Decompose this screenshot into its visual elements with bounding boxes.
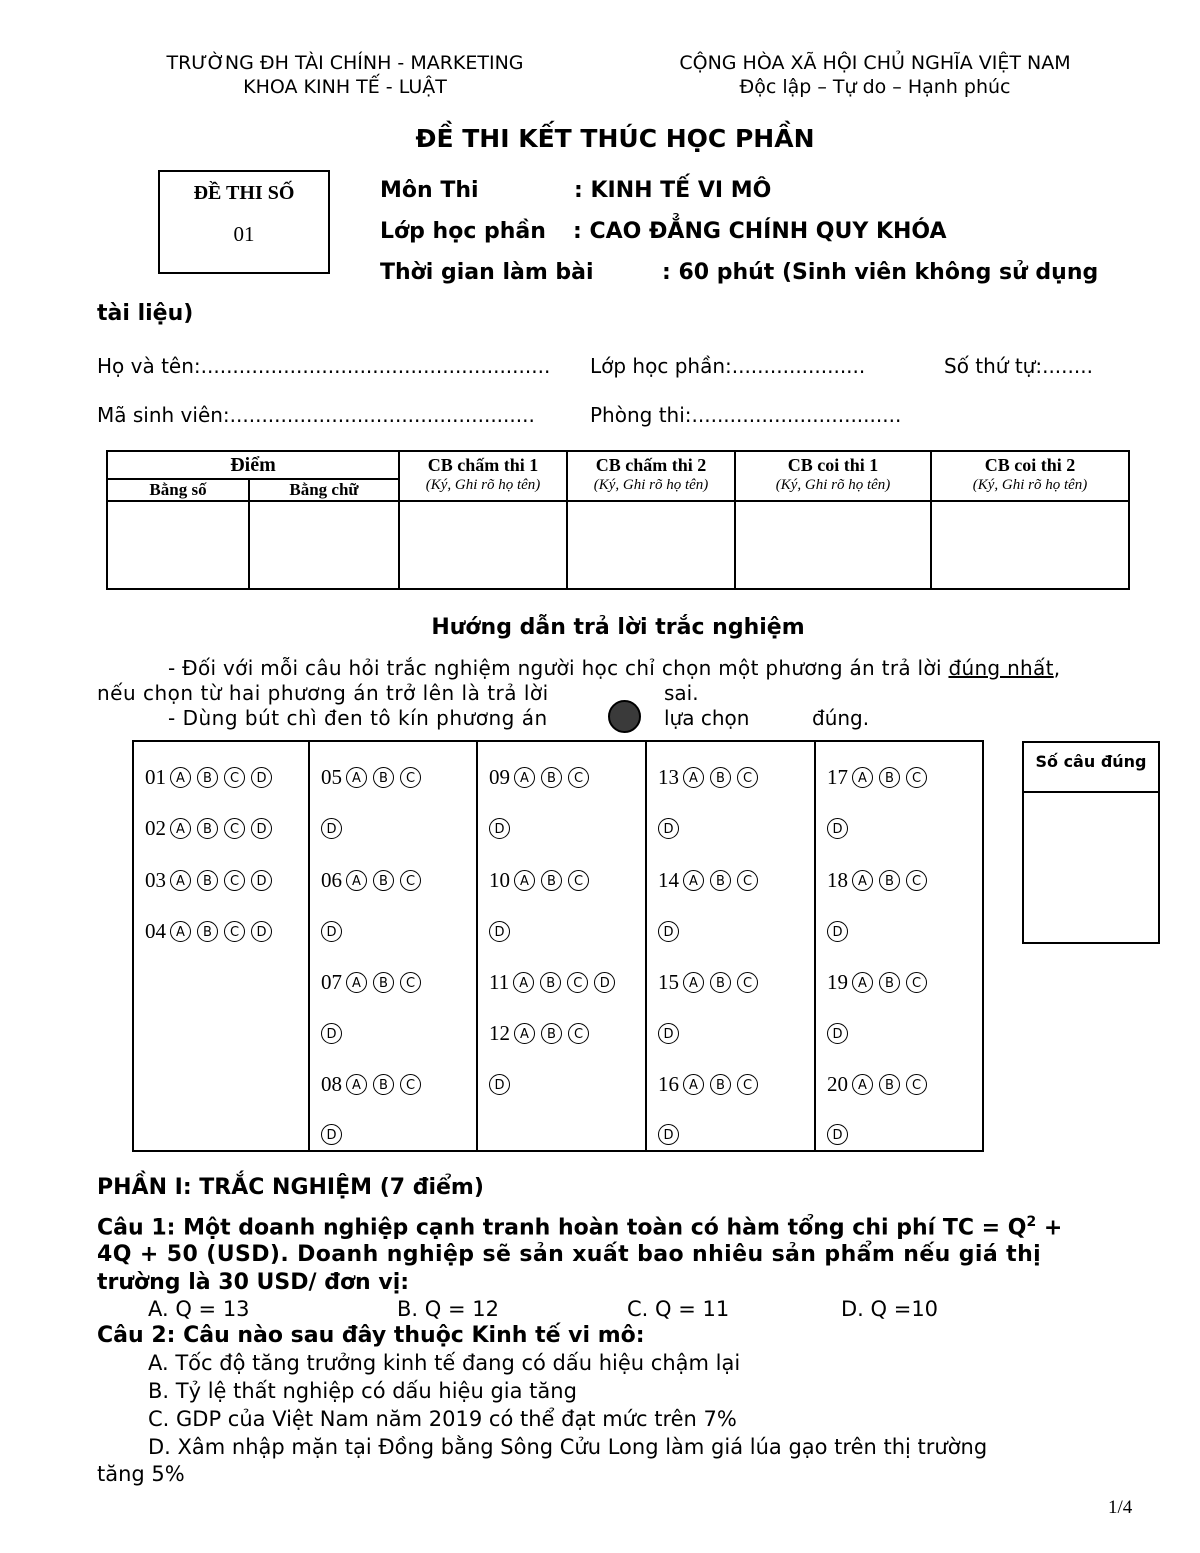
answer-row [658,968,764,995]
subject-label: Môn Thi [380,178,479,203]
proctor-1-sign-cell[interactable] [735,501,931,589]
proctor-1-sub: (Ký, Ghi rõ họ tên) [775,477,891,493]
answer-bubble-17-d[interactable]: D [827,818,848,839]
instruction-best-answer: đúng nhất [948,656,1054,680]
question-number: 08 [321,1071,342,1096]
answer-grid-divider [308,740,310,1152]
answer-bubble-20-a[interactable]: A [852,1074,873,1095]
score-number-cell[interactable] [107,501,249,589]
proctor-1-title: CB coi thi 1 [787,455,879,475]
question-number: 01 [145,764,166,789]
answer-row-wrap [321,917,348,942]
answer-bubble-17-b[interactable]: B [879,767,900,788]
question-1-line-1 [97,1214,1062,1240]
answer-bubble-04-d[interactable]: D [251,921,272,942]
answer-bubble-20-c[interactable]: C [906,1074,927,1095]
answer-bubble-14-d[interactable]: D [658,921,679,942]
answer-bubble-02-d[interactable]: D [251,818,272,839]
proctor-2-header [931,451,1129,501]
question-number: 09 [489,764,510,789]
answer-bubble-09-b[interactable]: B [541,767,562,788]
question-number: 16 [658,1071,679,1096]
answer-bubble-20-d[interactable]: D [827,1124,848,1145]
answer-row-wrap [321,1019,348,1044]
answer-bubble-05-b[interactable]: B [373,767,394,788]
question-number: 10 [489,867,510,892]
proctor-2-sign-cell[interactable] [931,501,1129,589]
time-value-cont: tài liệu) [97,301,194,326]
instruction-line-3-mid: lựa chọn [664,706,750,730]
answer-bubble-15-d[interactable]: D [658,1023,679,1044]
question-number: 03 [145,867,166,892]
exam-number-label: ĐỀ THI SỐ [193,182,295,204]
answer-bubble-17-c[interactable]: C [906,767,927,788]
grader-1-title: CB chấm thi 1 [427,455,539,475]
instruction-line-1-text: - Đối với mỗi câu hỏi trắc nghiệm người học chỉ chọn một phương án trả lời [168,656,949,680]
answer-row [145,814,278,841]
answer-bubble-07-c[interactable]: C [400,972,421,993]
answer-bubble-08-d[interactable]: D [321,1124,342,1145]
answer-bubble-16-c[interactable]: C [737,1074,758,1095]
time-label: Thời gian làm bài [380,260,594,285]
answer-grid-divider [814,740,816,1152]
answer-bubble-13-a[interactable]: A [683,767,704,788]
part1-title: PHẦN I: TRẮC NGHIỆM (7 điểm) [97,1175,484,1200]
answer-row [827,968,933,995]
answer-grid-divider [645,740,647,1152]
answer-row-wrap [658,917,685,942]
answer-bubble-02-b[interactable]: B [197,818,218,839]
answer-bubble-18-c[interactable]: C [906,870,927,891]
answer-bubble-07-a[interactable]: A [346,972,367,993]
answer-bubble-18-d[interactable]: D [827,921,848,942]
class-label: Lớp học phần [380,219,546,244]
proctor-2-title: CB coi thi 2 [984,455,1076,475]
answer-row-wrap [489,814,516,839]
motto: Độc lập – Tự do – Hạnh phúc [739,76,1011,98]
answer-row [489,968,621,995]
question-1-plus: + [1036,1215,1063,1241]
answer-bubble-16-a[interactable]: A [683,1074,704,1095]
answer-bubble-16-d[interactable]: D [658,1124,679,1145]
answer-grid-divider [476,740,478,1152]
answer-row [827,866,933,893]
answer-bubble-06-d[interactable]: D [321,921,342,942]
page-title: ĐỀ THI KẾT THÚC HỌC PHẦN [415,124,815,153]
question-number: 06 [321,867,342,892]
answer-bubble-01-c[interactable]: C [224,767,245,788]
answer-row [489,866,595,893]
question-number: 12 [489,1020,510,1045]
answer-bubble-18-a[interactable]: A [852,870,873,891]
question-1-option-c[interactable]: C. Q = 11 [627,1297,730,1321]
answer-row [145,866,278,893]
answer-bubble-19-d[interactable]: D [827,1023,848,1044]
answer-row [827,1070,933,1097]
question-1-line-2: 4Q + 50 (USD). Doanh nghiệp sẽ sản xuất bao nhiêu sản phẩm nếu giá thị [97,1242,1042,1267]
answer-row-wrap [489,1070,516,1095]
answer-row-wrap [658,814,685,839]
answer-bubble-12-b[interactable]: B [541,1023,562,1044]
correct-count-cell[interactable] [1024,793,1158,942]
grader-1-header [399,451,567,501]
student-id-field[interactable]: Mã sinh viên:................................................ [97,403,535,427]
answer-bubble-05-a[interactable]: A [346,767,367,788]
answer-row [321,1070,427,1097]
answer-bubble-13-b[interactable]: B [710,767,731,788]
answer-bubble-15-a[interactable]: A [683,972,704,993]
answer-row-wrap [321,1120,348,1145]
question-1-option-a[interactable]: A. Q = 13 [148,1297,250,1321]
answer-bubble-01-d[interactable]: D [251,767,272,788]
question-1-option-d[interactable]: D. Q =10 [841,1297,939,1321]
answer-bubble-20-b[interactable]: B [879,1074,900,1095]
correct-count-box [1022,741,1160,944]
instruction-line-2-end: sai. [664,681,699,705]
answer-bubble-03-b[interactable]: B [197,870,218,891]
answer-row-wrap [827,917,854,942]
answer-bubble-19-a[interactable]: A [852,972,873,993]
question-number: 13 [658,764,679,789]
question-2-option-c[interactable]: C. GDP của Việt Nam năm 2019 có thể đạt mức trên 7% [148,1407,737,1431]
answer-row [489,763,595,790]
instructions-title: Hướng dẫn trả lời trắc nghiệm [431,615,805,640]
question-number: 15 [658,969,679,994]
question-2-option-d[interactable]: D. Xâm nhập mặn tại Đồng bằng Sông Cửu Long làm giá lúa gạo trên thị trường [148,1435,988,1459]
grader-2-sign-cell[interactable] [567,501,735,589]
question-number: 17 [827,764,848,789]
answer-bubble-03-d[interactable]: D [251,870,272,891]
question-number: 02 [145,815,166,840]
instruction-line-1-end: , [1053,656,1061,680]
question-2-option-a[interactable]: A. Tốc độ tăng trưởng kinh tế đang có dấu hiệu chậm lại [148,1351,741,1375]
question-1-text: Câu 1: Một doanh nghiệp cạnh tranh hoàn toàn có hàm tổng chi phí TC = Q [97,1215,1027,1241]
answer-bubble-05-c[interactable]: C [400,767,421,788]
answer-bubble-15-c[interactable]: C [737,972,758,993]
grader-2-sub: (Ký, Ghi rõ họ tên) [593,477,709,493]
answer-row [658,763,764,790]
answer-bubble-09-a[interactable]: A [514,767,535,788]
score-words-cell[interactable] [249,501,399,589]
answer-bubble-13-d[interactable]: D [658,818,679,839]
question-number: 14 [658,867,679,892]
answer-bubble-04-c[interactable]: C [224,921,245,942]
correct-count-label: Số câu đúng [1035,752,1147,771]
answer-bubble-13-c[interactable]: C [737,767,758,788]
answer-row [658,1070,764,1097]
proctor-2-sub: (Ký, Ghi rõ họ tên) [972,477,1088,493]
answer-row [658,866,764,893]
question-number: 11 [489,969,510,994]
answer-bubble-06-b[interactable]: B [373,870,394,891]
grader-2-header [567,451,735,501]
answer-bubble-09-d[interactable]: D [489,818,510,839]
answer-bubble-11-d[interactable]: D [594,972,615,993]
question-number: 20 [827,1071,848,1096]
answer-bubble-08-c[interactable]: C [400,1074,421,1095]
class-field[interactable]: Lớp học phần:..................... [590,354,866,378]
answer-row-wrap [489,917,516,942]
answer-bubble-15-b[interactable]: B [710,972,731,993]
score-by-words-header: Bằng chữ [249,479,399,501]
proctor-1-header [735,451,931,501]
answer-bubble-04-a[interactable]: A [170,921,191,942]
answer-bubble-07-d[interactable]: D [321,1023,342,1044]
page-number: 1/4 [1108,1497,1133,1518]
answer-bubble-01-a[interactable]: A [170,767,191,788]
faculty-name: KHOA KINH TẾ - LUẬT [243,76,447,98]
answer-bubble-02-c[interactable]: C [224,818,245,839]
answer-bubble-09-c[interactable]: C [568,767,589,788]
answer-bubble-10-b[interactable]: B [541,870,562,891]
country-name: CỘNG HÒA XÃ HỘI CHỦ NGHĨA VIỆT NAM [679,52,1071,74]
instruction-line-1 [168,656,1060,680]
answer-bubble-07-b[interactable]: B [373,972,394,993]
question-2-option-d-cont: tăng 5% [97,1462,185,1486]
question-number: 04 [145,918,166,943]
answer-bubble-10-a[interactable]: A [514,870,535,891]
answer-bubble-11-a[interactable]: A [513,972,534,993]
question-number: 07 [321,969,342,994]
answer-bubble-11-b[interactable]: B [540,972,561,993]
score-header: Điểm [107,451,399,479]
answer-bubble-04-b[interactable]: B [197,921,218,942]
answer-bubble-10-d[interactable]: D [489,921,510,942]
question-number: 19 [827,969,848,994]
question-number: 05 [321,764,342,789]
question-number: 18 [827,867,848,892]
answer-bubble-19-c[interactable]: C [906,972,927,993]
answer-bubble-12-a[interactable]: A [514,1023,535,1044]
answer-row-wrap [827,1019,854,1044]
answer-row-wrap [827,1120,854,1145]
answer-bubble-11-c[interactable]: C [567,972,588,993]
time-value: : 60 phút (Sinh viên không sử dụng [662,260,1099,285]
grade-table [106,450,1130,590]
question-2-option-b[interactable]: B. Tỷ lệ thất nghiệp có dấu hiệu gia tăng [148,1379,577,1403]
answer-row [321,968,427,995]
filled-bubble-example-icon [608,700,641,733]
instruction-line-2: nếu chọn từ hai phương án trở lên là trả lời [97,681,549,705]
answer-bubble-01-b[interactable]: B [197,767,218,788]
exam-number-value: 01 [233,222,255,246]
grader-2-title: CB chấm thi 2 [595,455,707,475]
answer-bubble-08-b[interactable]: B [373,1074,394,1095]
answer-row [827,763,933,790]
score-by-number-header: Bằng số [107,479,249,501]
room-field[interactable]: Phòng thi:................................. [590,403,902,427]
instruction-line-3: - Dùng bút chì đen tô kín phương án [168,706,548,730]
grader-1-sign-cell[interactable] [399,501,567,589]
answer-row-wrap [321,814,348,839]
answer-bubble-19-b[interactable]: B [879,972,900,993]
question-2: Câu 2: Câu nào sau đây thuộc Kinh tế vi mô: [97,1323,645,1348]
answer-bubble-03-a[interactable]: A [170,870,191,891]
answer-row [145,917,278,944]
answer-bubble-05-d[interactable]: D [321,818,342,839]
grader-1-sub: (Ký, Ghi rõ họ tên) [425,477,541,493]
answer-row [489,1019,595,1046]
name-field[interactable]: Họ và tên:....................................................... [97,354,551,378]
instruction-line-3-end: đúng. [812,706,870,730]
answer-row-wrap [658,1120,685,1145]
answer-bubble-18-b[interactable]: B [879,870,900,891]
answer-bubble-14-b[interactable]: B [710,870,731,891]
answer-bubble-10-c[interactable]: C [568,870,589,891]
answer-bubble-12-d[interactable]: D [489,1074,510,1095]
answer-row-wrap [658,1019,685,1044]
subject-value: : KINH TẾ VI MÔ [574,178,772,203]
answer-row [321,763,427,790]
answer-row-wrap [827,814,854,839]
answer-bubble-06-c[interactable]: C [400,870,421,891]
answer-bubble-03-c[interactable]: C [224,870,245,891]
school-name: TRƯỜNG ĐH TÀI CHÍNH - MARKETING [166,52,524,74]
answer-bubble-16-b[interactable]: B [710,1074,731,1095]
answer-bubble-08-a[interactable]: A [346,1074,367,1095]
answer-bubble-06-a[interactable]: A [346,870,367,891]
answer-row [321,866,427,893]
answer-bubble-14-a[interactable]: A [683,870,704,891]
question-1-option-b[interactable]: B. Q = 12 [397,1297,499,1321]
question-1-exponent: 2 [1026,1214,1037,1230]
answer-row [145,763,278,790]
class-value: : CAO ĐẲNG CHÍNH QUY KHÓA [573,219,947,244]
question-1-line-3: trường là 30 USD/ đơn vị: [97,1270,410,1295]
order-field[interactable]: Số thứ tự:........ [944,354,1093,378]
answer-bubble-02-a[interactable]: A [170,818,191,839]
answer-bubble-17-a[interactable]: A [852,767,873,788]
answer-bubble-12-c[interactable]: C [568,1023,589,1044]
exam-number-box [158,170,330,274]
answer-bubble-14-c[interactable]: C [737,870,758,891]
